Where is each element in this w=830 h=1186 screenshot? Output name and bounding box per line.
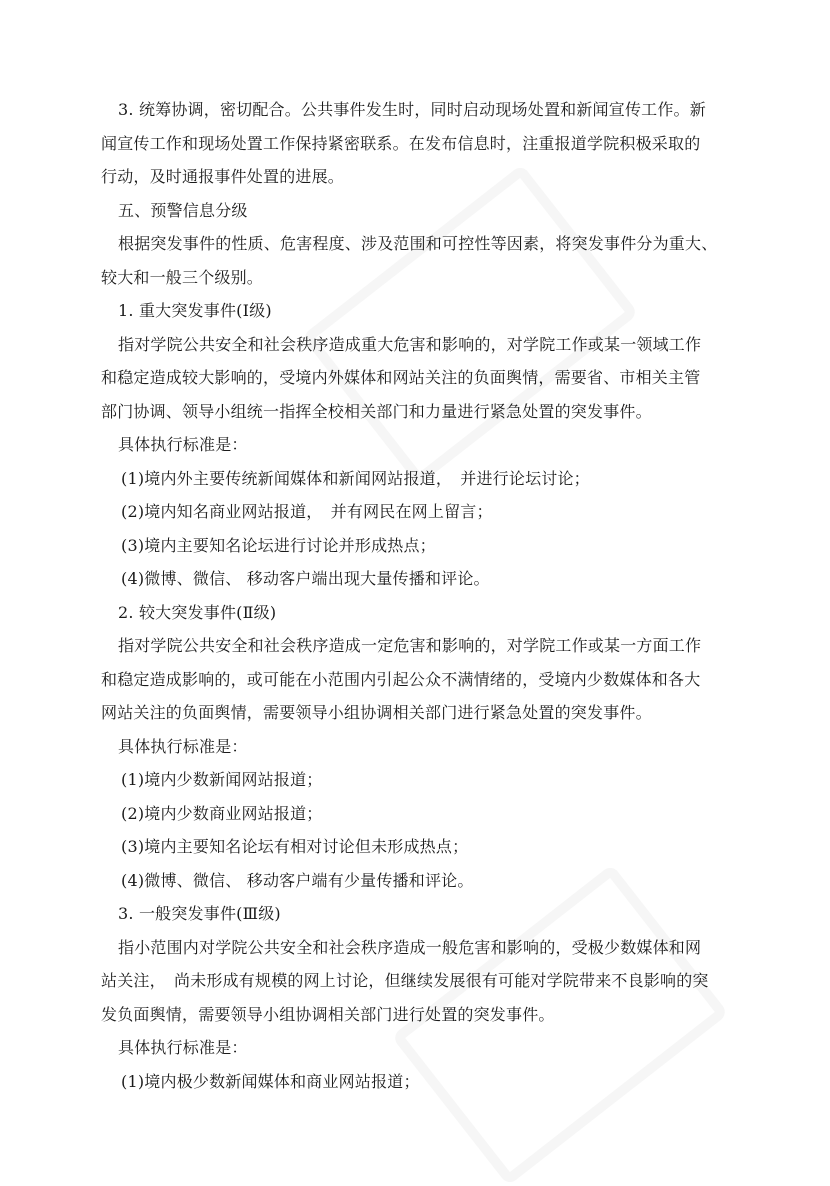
list-item: (4)微博、微信、 移动客户端有少量传播和评论。 — [121, 871, 474, 890]
paragraph-line: 和稳定造成较大影响的，受境内外媒体和网站关注的负面舆情，需要省、市相关主管 — [101, 368, 701, 387]
paragraph-line: 3. 统筹协调，密切配合。公共事件发生时，同时启动现场处置和新闻宣传工作。新 — [118, 100, 706, 119]
subsection-heading: 2. 较大突发事件(Ⅱ级) — [118, 603, 277, 622]
section-heading: 五、预警信息分级 — [118, 201, 248, 220]
paragraph-line: 指小范围内对学院公共安全和社会秩序造成一般危害和影响的，受极少数媒体和网 — [118, 938, 702, 957]
paragraph-line: 部门协调、领导小组统一指挥全校相关部门和力量进行紧急处置的突发事件。 — [101, 402, 652, 421]
list-item: (4)微博、微信、 移动客户端出现大量传播和评论。 — [121, 569, 490, 588]
subsection-heading: 1. 重大突发事件(Ⅰ级) — [118, 301, 272, 320]
paragraph-line: 行动，及时通报事件处置的进展。 — [101, 167, 345, 186]
list-item: (3)境内主要知名论坛进行讨论并形成热点； — [121, 536, 436, 555]
list-item: (3)境内主要知名论坛有相对讨论但未形成热点； — [121, 837, 469, 856]
paragraph-line: 站关注， 尚未形成有规模的网上讨论，但继续发展很有可能对学院带来不良影响的突 — [101, 971, 709, 990]
list-item: (2)境内少数商业网站报道； — [121, 804, 323, 823]
paragraph-line: 发负面舆情，需要领导小组协调相关部门进行处置的突发事件。 — [101, 1005, 555, 1024]
paragraph-line: 闻宣传工作和现场处置工作保持紧密联系。在发布信息时，注重报道学院积极采取的 — [101, 134, 701, 153]
paragraph-line: 指对学院公共安全和社会秩序造成一定危害和影响的，对学院工作或某一方面工作 — [118, 636, 702, 655]
paragraph-line: 根据突发事件的性质、危害程度、涉及范围和可控性等因素，将突发事件分为重大、 — [118, 234, 718, 253]
list-item: (1)境内极少数新闻媒体和商业网站报道； — [121, 1072, 420, 1091]
list-item: (2)境内知名商业网站报道， 并有网民在网上留言； — [121, 502, 493, 521]
criteria-label: 具体执行标准是： — [118, 435, 248, 454]
list-item: (1)境内外主要传统新闻媒体和新闻网站报道， 并进行论坛讨论； — [121, 469, 590, 488]
criteria-label: 具体执行标准是： — [118, 737, 248, 756]
subsection-heading: 3. 一般突发事件(Ⅲ级) — [118, 904, 281, 923]
criteria-label: 具体执行标准是： — [118, 1038, 248, 1057]
paragraph-line: 网站关注的负面舆情，需要领导小组协调相关部门进行紧急处置的突发事件。 — [101, 703, 652, 722]
paragraph-line: 指对学院公共安全和社会秩序造成重大危害和影响的，对学院工作或某一领域工作 — [118, 335, 702, 354]
paragraph-line: 和稳定造成影响的，或可能在小范围内引起公众不满情绪的，受境内少数媒体和各大 — [101, 670, 701, 689]
paragraph-line: 较大和一般三个级别。 — [101, 268, 264, 287]
list-item: (1)境内少数新闻网站报道； — [121, 770, 323, 789]
